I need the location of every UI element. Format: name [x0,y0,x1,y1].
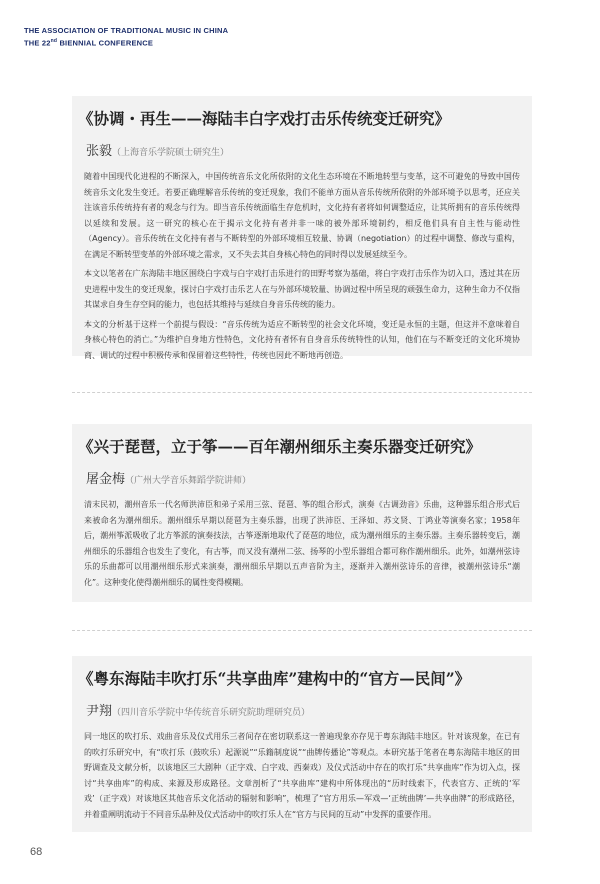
author-affiliation: （上海音乐学院硕士研究生） [112,148,230,158]
conference-header [24,26,228,49]
author-line [86,468,520,487]
page-number: 68 [30,846,43,858]
article-2 [72,424,532,602]
abstract-paragraph: 随着中国现代化进程的不断深入，中国传统音乐文化所依附的文化生态环境在不断地转型与变革，这不可避免的导致中国传统音乐文化发生变迁。若要正确理解音乐传统的变迁现象，我们不能单方面从音乐传统所依附的外部环境予以思考，还应关注该音乐传统持有者的观念与行为。即当音乐传统面临生存危机时，文化持有者将如何调整适应，让其所拥有的音乐传统得以延续和发展。这一研究的核心在于揭示文化持有者并非一味的被外部环境制约，相反他们具有自主性与能动性（Agency）。音乐传统在文化持有者与不断转型的外部环境相互较量、协调（negotiation）的过程中调整、修改与重构，在满足不断转型变革的外部环境之需求，又不失去其自身核心特色的同时得以发展延续至今。 [84,172,520,259]
article-1 [72,96,532,360]
author-affiliation: （广州大学音乐舞蹈学院讲师） [125,476,252,486]
abstract-paragraph: 清末民初，潮州音乐一代名师洪沛臣和弟子采用三弦、琵琶、筝的组合形式，演奏《古调劲音》乐曲，这种器乐组合形式后来被命名为潮州细乐。潮州细乐早期以琵琶为主奏乐器，出现了洪沛臣、王泽如、苏文贤、丁鸿业等演奏名家；1958年后，潮州筝派吸收了北方筝派的演奏技法，古筝逐渐地取代了琵琶的地位，成为潮州细乐的主奏乐器。主奏乐器转变后，潮州细乐的乐器组合也发生了变化，有古筝，而又没有潮州二弦、扬琴的小型乐器组合都可称作潮州细乐。此外，如潮州弦诗乐的乐曲都可以用潮州细乐形式来演奏，潮州细乐早期以五声音阶为主，逐渐并入潮州弦诗乐的音律，被潮州弦诗乐“潮化”。这种变化使得潮州细乐的属性变得模糊。 [84,500,520,587]
author-line [86,140,520,159]
article-title: 《协调・再生——海陆丰白字戏打击乐传统变迁研究》 [78,109,451,128]
article-3 [72,656,532,832]
abstract-paragraph: 同一地区的吹打乐、戏曲音乐及仪式用乐三者间存在密切联系这一普遍现象亦存见于粤东海陆丰地区。针对该现象，在已有的吹打乐研究中，有“吹打乐（鼓吹乐）起源说”“乐籍制度说”“曲牌传播论”等观点。本研究基于笔者在粤东海陆丰地区的田野调查及文献分析，以该地区三大剧种（正字戏、白字戏、西秦戏）及仪式活动中存在的吹打乐“共享曲库”作为切入点，探讨“共享曲库”的构成、来源及形成路径。文章剖析了“共享曲库”建构中所体现出的“历时线索下，代表官方、正统的‘军戏’（正字戏）对该地区其他音乐文化活动的辐射和影响”，梳理了“官方用乐—军戏—‘正统曲牌’—共享曲牌”的形成路径，并着重阐明流动于不同音乐品种及仪式活动中的吹打乐人在“官方与民间的互动”中发挥的重要作用。 [84,732,520,819]
header-line-2: THE 22nd BIENNIAL CONFERENCE [24,38,154,48]
author-name: 屠金梅 [86,472,126,487]
section-divider [72,392,532,393]
header-line-1: THE ASSOCIATION OF TRADITIONAL MUSIC IN CHINA [24,26,229,35]
author-name: 张毅 [86,144,113,159]
article-title: 《粤东海陆丰吹打乐“共享曲库”建构中的“官方—民间”》 [78,669,471,688]
abstract-paragraph: 本文的分析基于这样一个前提与假设：“音乐传统为适应不断转型的社会文化环境，变迁是永恒的主题，但这并不意味着自身核心特色的消亡。”为维护自身地方性特色，文化持有者怀有自身音乐传统特性的认知，他们在与不断变迁的文化环境协商、调试的过程中积极传承和保留着这些特性，传统也因此不断地再创造。 [84,319,520,360]
author-affiliation: （四川音乐学院中华传统音乐研究院助理研究员） [112,708,311,718]
section-divider [72,630,532,631]
article-title: 《兴于琵琶，立于筝——百年潮州细乐主奏乐器变迁研究》 [78,437,482,456]
author-line [86,700,520,719]
author-name: 尹翔 [86,704,113,719]
abstract-paragraph: 本文以笔者在广东海陆丰地区围绕白字戏与白字戏打击乐进行的田野考察为基础，将白字戏打击乐作为切入口，透过其在历史进程中发生的变迁现象，探讨白字戏打击乐艺人在与外部环境较量、协调过程中所呈现的顽强生命力，这种生命力不仅指其谋求自身生存空间的能力，也包括其维持与延续自身音乐传统的能力。 [84,269,520,309]
